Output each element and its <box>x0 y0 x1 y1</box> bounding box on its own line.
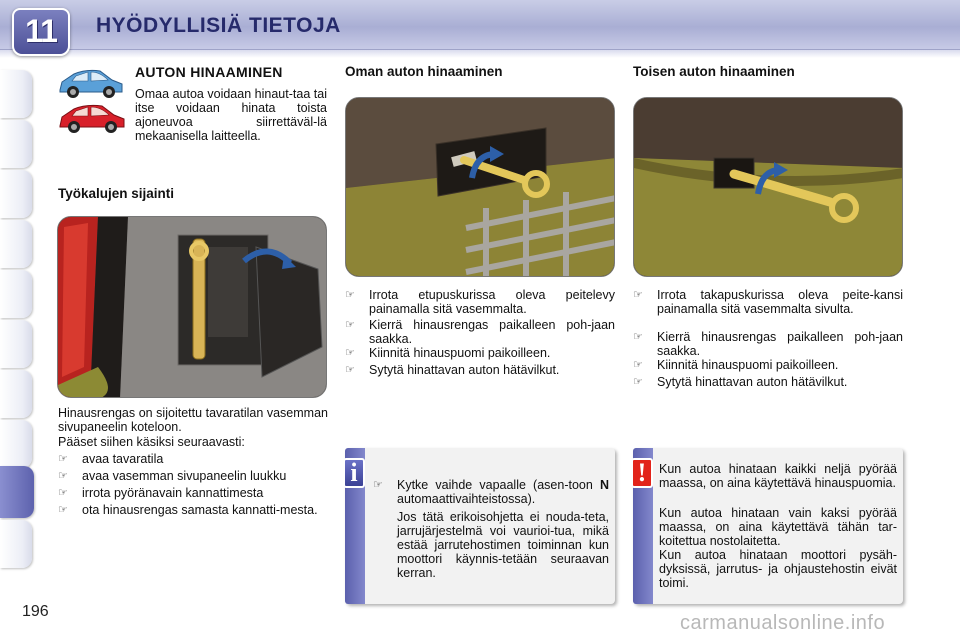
pointing-hand-icon: ☞ <box>58 504 68 516</box>
rear-bumper-photo <box>633 97 903 277</box>
info-box <box>345 448 615 604</box>
left-step-3: ☞ irrota pyöränavain kannattimesta <box>58 486 264 500</box>
trunk-photo <box>57 216 327 398</box>
chapter-tab-6[interactable] <box>0 320 32 368</box>
left-step-4: ☞ ota hinausrengas samasta kannatti-mesta. <box>58 503 318 517</box>
pointing-hand-icon: ☞ <box>345 347 355 359</box>
chapter-tab-2[interactable] <box>0 120 32 168</box>
info-box-bullet: ☞ Kytke vaihde vapaalle (asen-toon N automaattivaihteistossa). <box>373 478 609 506</box>
chapter-tab-7[interactable] <box>0 370 32 418</box>
chapter-number: 11 <box>25 13 57 49</box>
tools-text-2: Pääset siihen käsiksi seuraavasti: <box>58 435 245 449</box>
left-step-1: ☞ avaa tavaratila <box>58 452 164 466</box>
chapter-tab-4[interactable] <box>0 220 32 268</box>
tools-heading: Työkalujen sijainti <box>58 186 175 201</box>
page-number: 196 <box>22 603 49 620</box>
right-step-2: ☞ Kierrä hinausrengas paikalleen poh-jaan saakka. <box>633 330 903 358</box>
pointing-hand-icon: ☞ <box>633 359 643 371</box>
pointing-hand-icon: ☞ <box>58 487 68 499</box>
right-step-3: ☞ Kiinnitä hinauspuomi paikoilleen. <box>633 358 839 372</box>
chapter-tab-11-active[interactable] <box>0 466 34 518</box>
chapter-tab-5[interactable] <box>0 270 32 318</box>
right-step-1: ☞ Irrota takapuskurissa oleva peite-kansi painamalla sitä vasemmalta sivulta. <box>633 288 903 316</box>
middle-step-4: ☞ Sytytä hinattavan auton hätävilkut. <box>345 363 560 377</box>
pointing-hand-icon: ☞ <box>373 479 383 491</box>
other-towing-heading: Toisen auton hinaaminen <box>633 64 795 79</box>
middle-step-3: ☞ Kiinnitä hinauspuomi paikoilleen. <box>345 346 551 360</box>
pointing-hand-icon: ☞ <box>633 331 643 343</box>
red-car-icon <box>56 100 128 136</box>
own-towing-heading: Oman auton hinaaminen <box>345 64 503 79</box>
chapter-badge <box>12 8 70 56</box>
pointing-hand-icon: ☞ <box>345 319 355 331</box>
header-shadow <box>0 50 960 58</box>
blue-car-icon <box>56 66 126 100</box>
chapter-tab-1[interactable] <box>0 70 32 118</box>
warning-box <box>633 448 903 604</box>
pointing-hand-icon: ☞ <box>58 470 68 482</box>
watermark: carmanualsonline.info <box>680 612 886 634</box>
middle-step-1: ☞ Irrota etupuskurissa oleva peitelevy painamalla sitä vasemmalta. <box>345 288 615 316</box>
middle-step-2: ☞ Kierrä hinausrengas paikalleen poh-jaan saakka. <box>345 318 615 346</box>
info-box-text: Jos tätä erikoisohjetta ei nouda-teta, jarrujärjestelmä voi vaurioi-tua, mikä estää jarrutehostimen toiminnan kun moottori käynnis-tetään seuraavan kerran. <box>397 510 609 580</box>
tools-text-1: Hinausrengas on sijoitettu tavaratilan vasemman sivupaneelin koteloon. <box>58 406 328 434</box>
warning-text-1: Kun autoa hinataan kaikki neljä pyörää maassa, on aina käytettävä hinauspuomia. <box>659 462 897 490</box>
warning-text-3: Kun autoa hinataan moottori pysäh-dyksissä, jarrutus- ja ohjaustehostin eivät toimi. <box>659 548 897 590</box>
chapter-tab-10[interactable] <box>0 520 32 568</box>
right-step-4: ☞ Sytytä hinattavan auton hätävilkut. <box>633 375 848 389</box>
section-title: AUTON HINAAMINEN <box>135 64 283 80</box>
chapter-tab-3[interactable] <box>0 170 32 218</box>
pointing-hand-icon: ☞ <box>633 376 643 388</box>
pointing-hand-icon: ☞ <box>58 453 68 465</box>
warning-text-2: Kun autoa hinataan vain kaksi pyörää maassa, on aina käytettävä tähän tar-koitettua nostolaitetta. <box>659 506 897 548</box>
front-bumper-photo <box>345 97 615 277</box>
chapter-tab-8[interactable] <box>0 420 32 468</box>
warning-icon: ! <box>631 458 653 488</box>
info-icon: i <box>343 458 365 488</box>
pointing-hand-icon: ☞ <box>345 364 355 376</box>
page-title: HYÖDYLLISIÄ TIETOJA <box>96 14 341 37</box>
pointing-hand-icon: ☞ <box>345 289 355 301</box>
pointing-hand-icon: ☞ <box>633 289 643 301</box>
intro-text: Omaa autoa voidaan hinaut-taa tai itse voidaan hinata toista ajoneuvoa siirrettäväl-lä mekaanisella laitteella. <box>135 87 327 143</box>
left-step-2: ☞ avaa vasemman sivupaneelin luukku <box>58 469 287 483</box>
